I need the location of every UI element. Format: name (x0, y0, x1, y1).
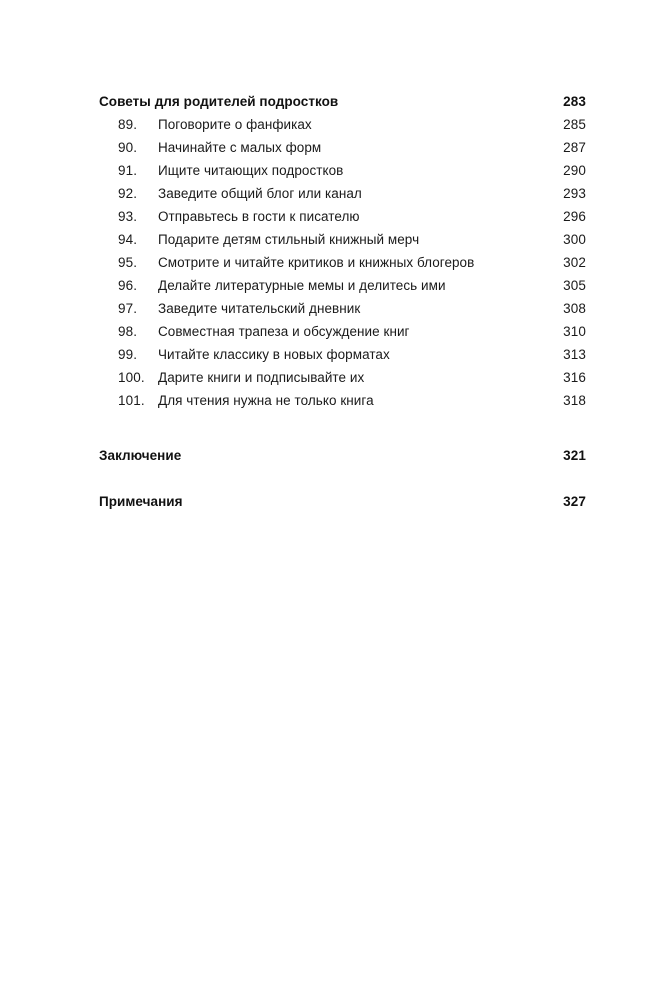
section-heading-row (99, 494, 586, 517)
toc-entry[interactable] (99, 278, 586, 301)
entry-page-number: 287 (563, 140, 586, 155)
entry-number: 99. (118, 347, 138, 362)
entry-page-number: 313 (563, 347, 586, 362)
toc-entry[interactable] (99, 140, 586, 163)
section-heading-page-number: 321 (563, 448, 586, 463)
entry-number: 94. (118, 232, 138, 247)
entry-title: Поговорите о фанфиках (158, 117, 312, 132)
toc-entry[interactable] (99, 393, 586, 416)
toc-entry-list (99, 117, 586, 416)
toc-entry[interactable] (99, 347, 586, 370)
toc-entry[interactable] (99, 255, 586, 278)
entry-number: 98. (118, 324, 138, 339)
toc-entry[interactable] (99, 163, 586, 186)
table-of-contents (99, 94, 586, 517)
entry-page-number: 305 (563, 278, 586, 293)
section-heading-row (99, 448, 586, 471)
entry-title: Дарите книги и подписывайте их (158, 370, 365, 385)
toc-entry[interactable] (99, 232, 586, 255)
entry-page-number: 290 (563, 163, 586, 178)
entry-title: Для чтения нужна не только книга (158, 393, 374, 408)
section-heading-title: Примечания (99, 494, 183, 509)
entry-number: 101. (118, 393, 145, 408)
entry-title: Читайте классику в новых форматах (158, 347, 390, 362)
entry-page-number: 316 (563, 370, 586, 385)
entry-page-number: 293 (563, 186, 586, 201)
section-heading-page-number: 283 (563, 94, 586, 109)
entry-number: 96. (118, 278, 138, 293)
entry-title: Заведите общий блог или канал (158, 186, 362, 201)
entry-number: 89. (118, 117, 138, 132)
entry-number: 100. (118, 370, 145, 385)
entry-title: Делайте литературные мемы и делитесь ими (158, 278, 446, 293)
entry-title: Отправьтесь в гости к писателю (158, 209, 360, 224)
toc-entry[interactable] (99, 186, 586, 209)
entry-number: 93. (118, 209, 138, 224)
entry-page-number: 310 (563, 324, 586, 339)
entry-number: 91. (118, 163, 138, 178)
entry-page-number: 302 (563, 255, 586, 270)
toc-entry[interactable] (99, 117, 586, 140)
entry-page-number: 308 (563, 301, 586, 316)
entry-page-number: 296 (563, 209, 586, 224)
entry-title: Смотрите и читайте критиков и книжных блогеров (158, 255, 475, 270)
entry-number: 97. (118, 301, 138, 316)
entry-number: 90. (118, 140, 138, 155)
section-heading-row (99, 94, 586, 117)
entry-title: Начинайте с малых форм (158, 140, 322, 155)
toc-entry[interactable] (99, 301, 586, 324)
section-heading-title: Заключение (99, 448, 182, 463)
entry-number: 92. (118, 186, 138, 201)
toc-entry[interactable] (99, 209, 586, 232)
entry-title: Подарите детям стильный книжный мерч (158, 232, 420, 247)
section-heading-title: Советы для родителей подростков (99, 94, 339, 109)
entry-page-number: 300 (563, 232, 586, 247)
entry-title: Заведите читательский дневник (158, 301, 361, 316)
entry-title: Ищите читающих подростков (158, 163, 344, 178)
entry-page-number: 318 (563, 393, 586, 408)
entry-page-number: 285 (563, 117, 586, 132)
entry-title: Совместная трапеза и обсуждение книг (158, 324, 410, 339)
toc-entry[interactable] (99, 370, 586, 393)
section-heading-page-number: 327 (563, 494, 586, 509)
toc-entry[interactable] (99, 324, 586, 347)
entry-number: 95. (118, 255, 138, 270)
